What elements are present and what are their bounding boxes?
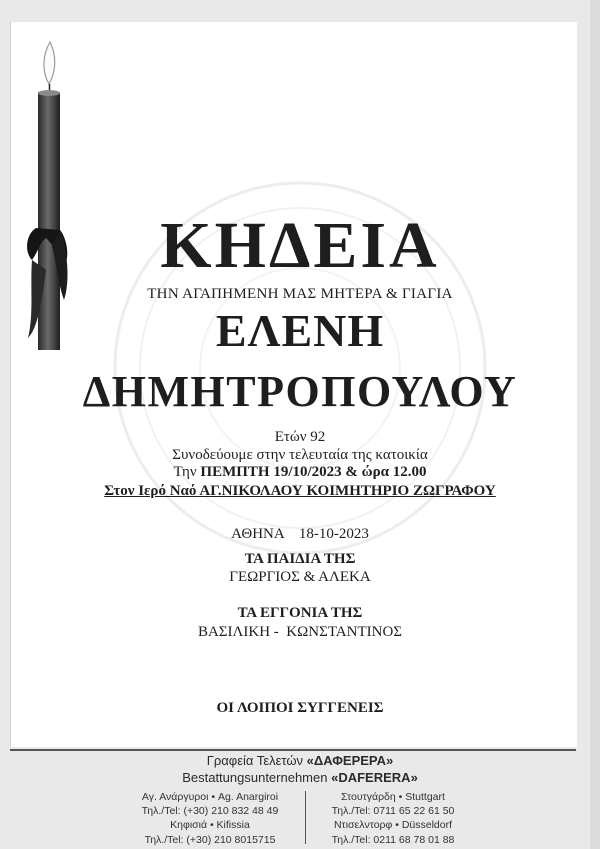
age-line: Ετών 92	[274, 429, 326, 445]
children-names: ΓΕΩΡΓΙΟΣ & ΑΛΕΚΑ	[229, 569, 371, 585]
escort-line: Συνοδεύουμε στην τελευταία της κατοικία	[172, 447, 428, 463]
children-heading: ΤΑ ΠΑΙΔΙΑ ΤΗΣ	[244, 551, 356, 567]
grandchildren-heading: ΤΑ ΕΓΓΟΝΙΑ ΤΗΣ	[237, 605, 363, 621]
footer-left-line: Κηφισιά • Kifissia	[170, 819, 250, 832]
deceased-surname: ΔΗΜΗΤΡΟΠΟΥΛΟΥ	[82, 367, 518, 416]
deceased-first-name: ΕΛΕΝΗ	[215, 305, 385, 356]
date-time-value: ΠΕΜΠΤΗ 19/10/2023 & ώρα 12.00	[200, 464, 427, 480]
footer-company-german	[0, 770, 600, 785]
footer-left-line: Αγ. Ανάργυροι • Ag. Anargiroi	[141, 791, 279, 803]
location-prefix: Στον Ιερό Ναό	[104, 483, 197, 499]
footer-right-line: Ντισελντορφ • Düsseldorf	[333, 819, 453, 832]
location-line	[0, 483, 600, 500]
date-time-line	[0, 464, 600, 481]
footer-right-line: Τηλ./Tel: 0211 68 78 01 88	[331, 833, 455, 846]
place-and-date: ΑΘΗΝΑ 18-10-2023	[231, 526, 369, 542]
location-value: ΑΓ.ΝΙΚΟΛΑΟΥ ΚΟΙΜΗΤΗΡΙΟ ΖΩΓΡΑΦΟΥ	[199, 483, 496, 499]
scan-page-edge	[590, 0, 600, 849]
footer-company-german-prefix: Bestattungsunternehmen	[182, 770, 328, 785]
page-title: ΚΗΔΕΙΑ	[160, 209, 440, 282]
footer-right-line: Στουτγάρδη • Stuttgart	[341, 791, 445, 803]
footer-left-line: Τηλ./Tel: (+30) 210 832 48 49	[141, 805, 279, 818]
footer-greek-offices	[120, 790, 300, 847]
subtitle: ΤΗΝ ΑΓΑΠΗΜΕΝΗ ΜΑΣ ΜΗΤΕΡΑ & ΓΙΑΓΙΑ	[147, 286, 453, 302]
grandchildren-names: ΒΑΣΙΛΙΚΗ - ΚΩΝΣΤΑΝΤΙΝΟΣ	[197, 624, 403, 640]
footer-company-german-brand: «DAFERERA»	[331, 770, 418, 785]
footer-left-line: Τηλ./Tel: (+30) 210 8015715	[144, 833, 276, 846]
footer-company-greek-prefix: Γραφεία Τελετών	[206, 753, 304, 768]
footer-right-line: Τηλ./Tel: 0711 65 22 61 50	[331, 805, 455, 818]
footer-company-greek-brand: «ΔΑΦΕΡΕΡΑ»	[306, 753, 394, 768]
other-relatives: ΟΙ ΛΟΙΠΟΙ ΣΥΓΓΕΝΕΙΣ	[216, 700, 384, 716]
date-time-prefix: Την	[173, 464, 197, 480]
footer-divider	[10, 749, 576, 751]
footer-company-greek	[0, 753, 600, 768]
footer-german-offices	[318, 790, 468, 847]
footer-column-divider	[305, 791, 306, 844]
